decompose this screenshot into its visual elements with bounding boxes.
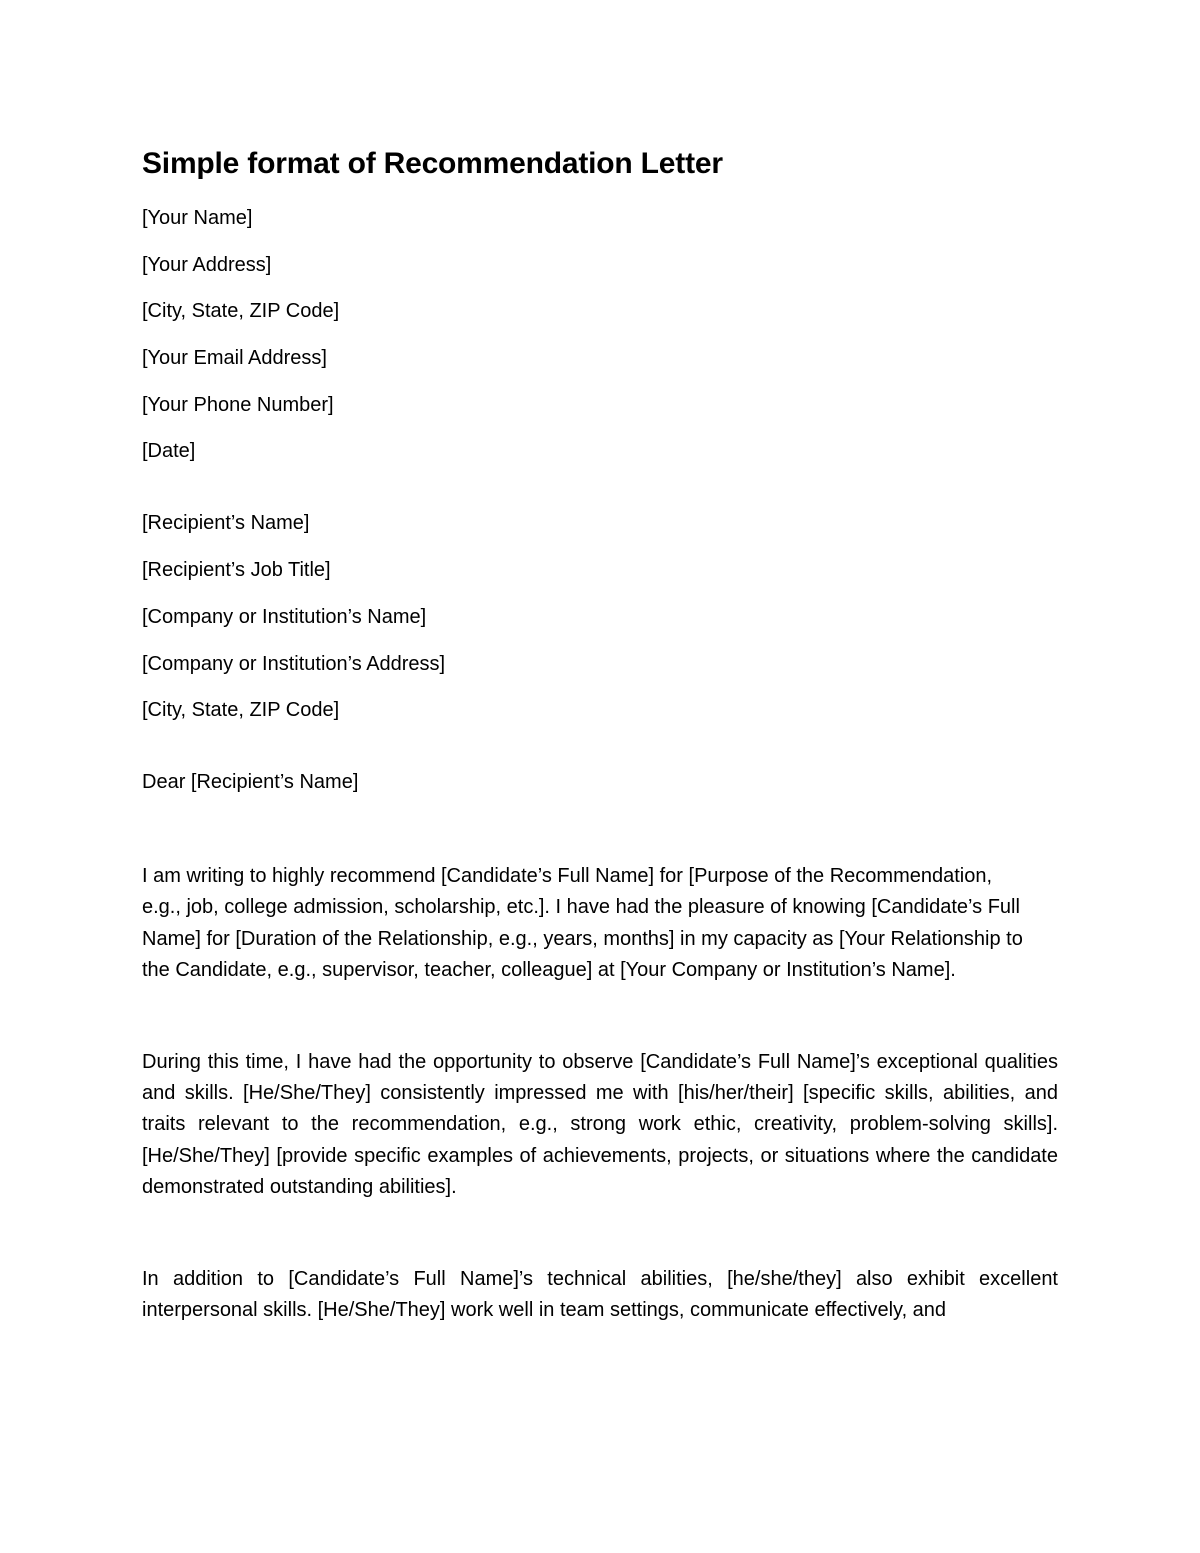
recipient-institution-name: [Company or Institution’s Name] bbox=[142, 605, 427, 628]
sender-block bbox=[142, 205, 1058, 464]
sender-phone: [Your Phone Number] bbox=[142, 393, 334, 416]
sender-email: [Your Email Address] bbox=[142, 347, 327, 370]
recipient-job-title: [Recipient’s Job Title] bbox=[142, 559, 331, 582]
salutation: Dear [Recipient’s Name] bbox=[142, 771, 359, 794]
document-title: Simple format of Recommendation Letter bbox=[142, 147, 723, 180]
letter-body bbox=[142, 143, 1058, 1326]
recipient-institution-address: [Company or Institution’s Address] bbox=[142, 652, 446, 675]
sender-name: [Your Name] bbox=[142, 207, 253, 229]
sender-city-state-zip: [City, State, ZIP Code] bbox=[142, 300, 340, 323]
recipient-city-state-zip: [City, State, ZIP Code] bbox=[142, 699, 340, 722]
recipient-block bbox=[142, 510, 1058, 723]
body-paragraph-2: During this time, I have had the opportunity to observe [Candidate’s Full Name]’s exceptional qualities and skills. [He/She/They] consistently impressed me with [his/her/their] [specific skills, abilities, and traits relevant to the recommendation, e.g., strong work ethic, creativity, problem-solving skills]. [He/She/They] [provide specific examples of achievements, projects, or situations where the candidate demonstrated outstanding abilities]. bbox=[142, 1051, 1058, 1198]
recipient-name: [Recipient’s Name] bbox=[142, 512, 310, 535]
sender-address: [Your Address] bbox=[142, 253, 272, 276]
letter-date: [Date] bbox=[142, 440, 196, 463]
body-paragraph-3: In addition to [Candidate’s Full Name]’s technical abilities, [he/she/they] also exhibit excellent interpersonal skills. [He/She/They] work well in team settings, communicate effectively, and bbox=[142, 1268, 1058, 1322]
body-paragraph-1: I am writing to highly recommend [Candidate’s Full Name] for [Purpose of the Recommendation, e.g., job, college admission, scholarship, etc.]. I have had the pleasure of knowing [Candidate’s Full Name] for [Duration of the Relationship, e.g., years, months] in my capacity as [Your Relationship to the Candidate, e.g., supervisor, teacher, colleague] at [Your Company or Institution’s Name]. bbox=[142, 865, 1023, 981]
